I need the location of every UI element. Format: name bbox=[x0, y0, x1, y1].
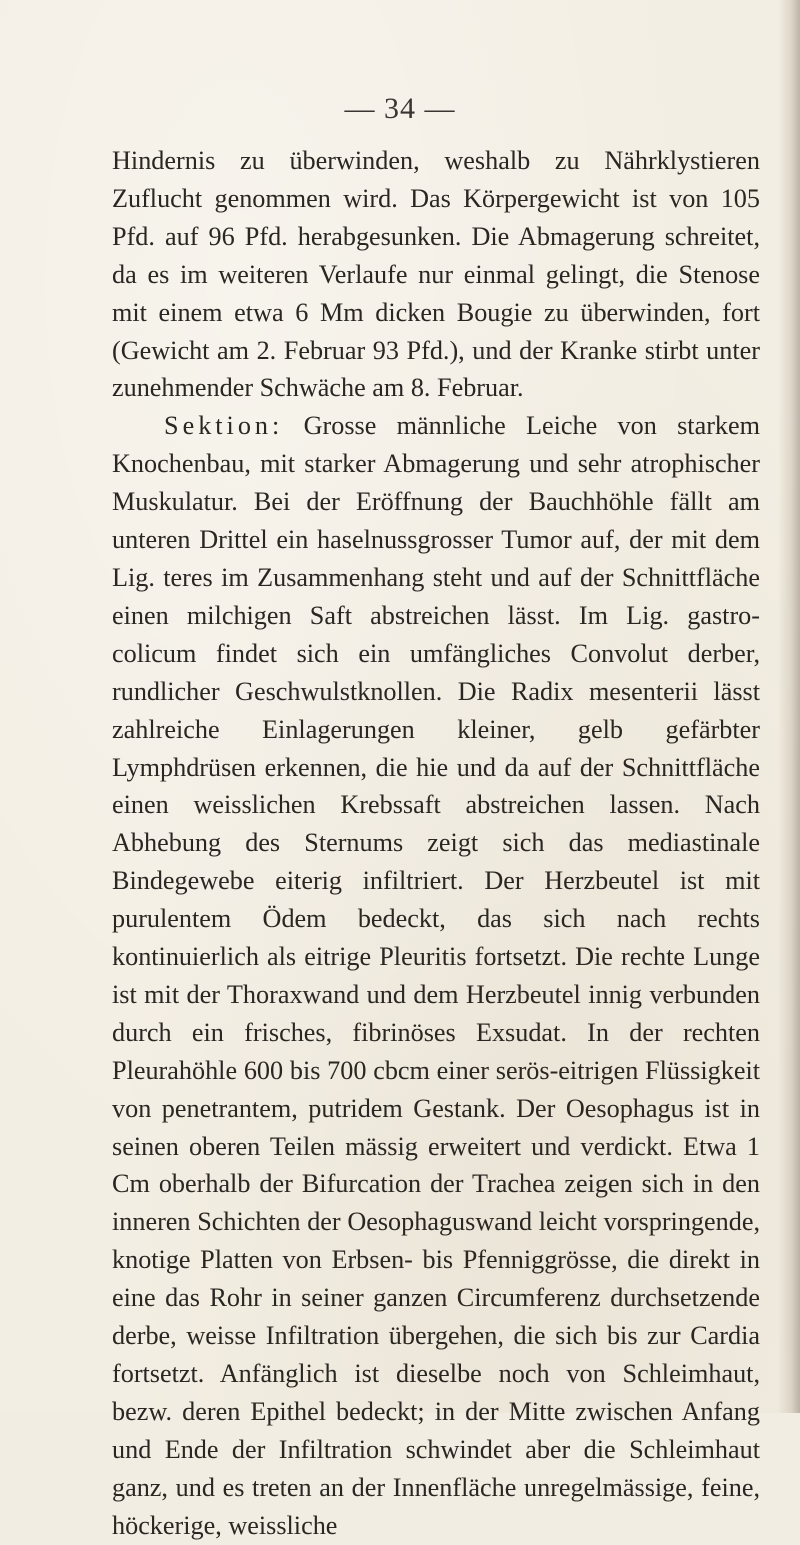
paragraph-autopsy-text: Grosse männliche Leiche von starkem Knochenbau, mit starker Abmagerung und sehr atrophischer Muskulatur. Bei der Eröffnung der Bauchhöhle fällt am unteren Drittel ein haselnussgrosser Tumor auf, der mit dem Lig. teres im Zusammenhang steht und auf der Schnittfläche einen milchigen Saft abstreichen lässt. Im Lig. gastro-colicum findet sich ein umfängliches Convolut derber, rundlicher Geschwulstknollen. Die Radix mesenterii lässt zahlreiche Einlagerungen kleiner, gelb gefärbter Lymphdrüsen erkennen, die hie und da auf der Schnittfläche einen weisslichen Krebssaft abstreichen lassen. Nach Abhebung des Sternums zeigt sich das mediastinale Bindegewebe eiterig infiltriert. Der Herzbeutel ist mit purulentem Ödem bedeckt, das sich nach rechts kontinuierlich als eitrige Pleuritis fortsetzt. Die rechte Lunge ist mit der Thoraxwand und dem Herzbeutel innig verbunden durch ein frisches, fibrinöses Exsudat. In der rechten Pleurahöhle 600 bis 700 cbcm einer serös-eitrigen Flüssigkeit von penetrantem, putridem Gestank. Der Oesophagus ist in seinen oberen Teilen mässig erweitert und verdickt. Etwa 1 Cm oberhalb der Bifurcation der Trachea zeigen sich in den inneren Schichten der Oesophaguswand leicht vorspringende, knotige Platten von Erbsen- bis Pfenniggrösse, die direkt in eine das Rohr in seiner ganzen Circumferenz durchsetzende derbe, weisse Infiltration übergehen, die sich bis zur Cardia fortsetzt. Anfänglich ist dieselbe noch von Schleimhaut, bezw. deren Epithel bedeckt; in der Mitte zwischen Anfang und Ende der Infiltration schwindet aber die Schleimhaut ganz, und es treten an der Innenfläche unregelmässige, feine, höckerige, weissliche bbox=[112, 411, 760, 1540]
paragraph-clinical-course: Hindernis zu überwinden, weshalb zu Nährklystieren Zuflucht genommen wird. Das Körpergewicht ist von 105 Pfd. auf 96 Pfd. herabgesunken. Die Abmagerung schreitet, da es im weiteren Verlaufe nur einmal gelingt, die Stenose mit einem etwa 6 Mm dicken Bougie zu überwinden, fort (Gewicht am 2. Februar 93 Pfd.), und der Kranke stirbt unter zunehmender Schwäche am 8. Februar. bbox=[112, 146, 760, 403]
page-edge-shadow bbox=[778, 0, 800, 1413]
paragraph-autopsy bbox=[112, 407, 760, 1544]
page-number: — 34 — bbox=[344, 92, 456, 125]
body-text bbox=[112, 142, 760, 1545]
section-heading-sektion: Sektion: bbox=[164, 411, 284, 441]
